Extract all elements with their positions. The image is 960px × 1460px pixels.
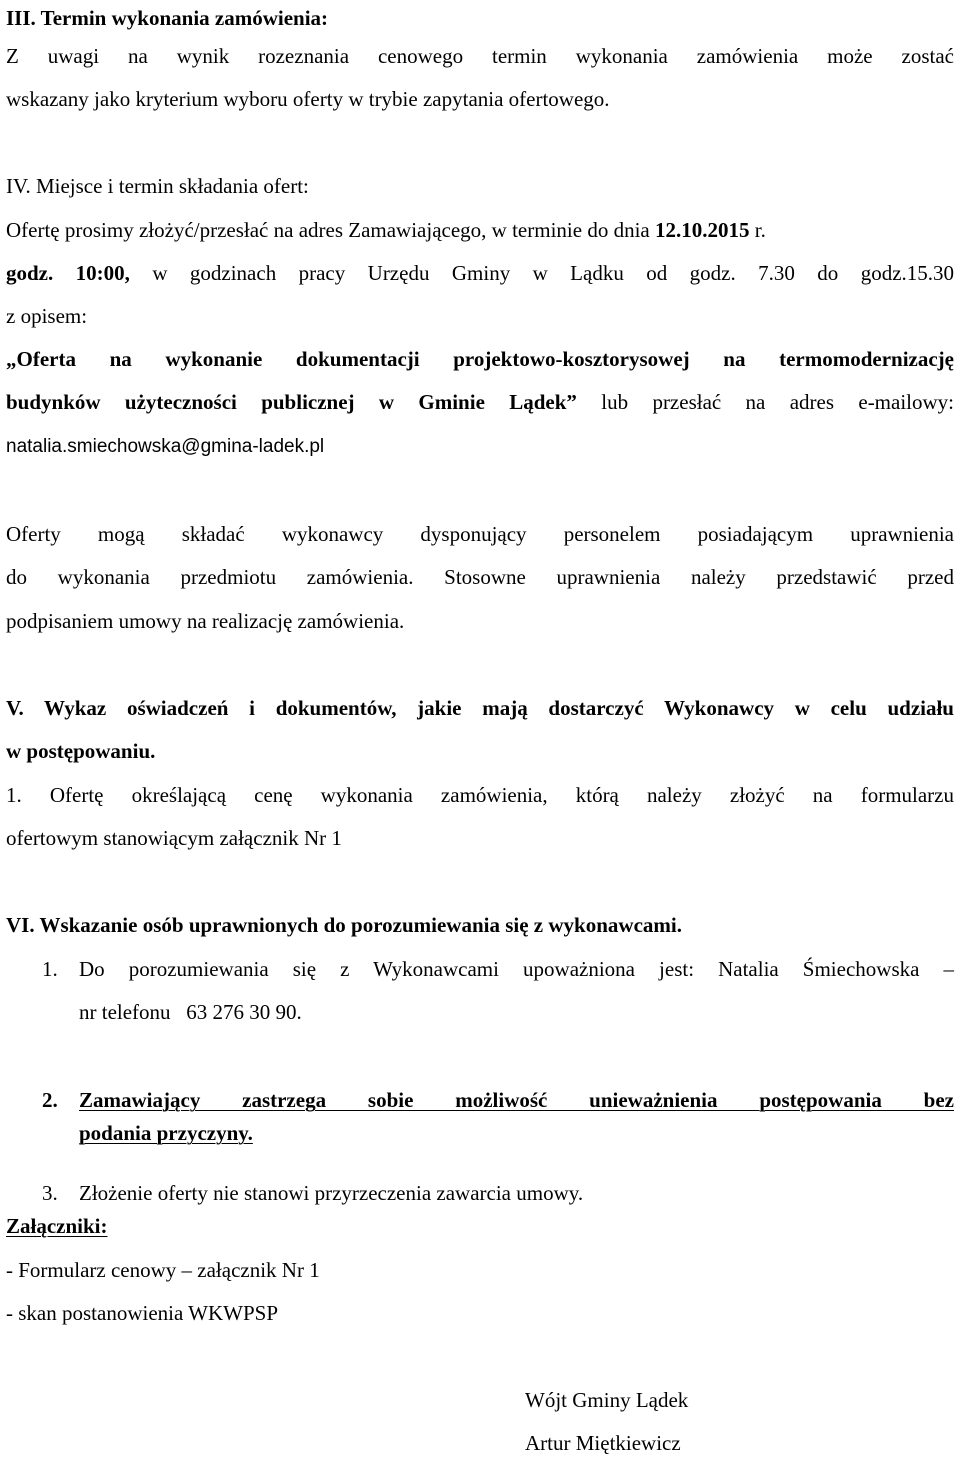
section-6-item-3-number: 3. [42,1181,58,1205]
section-4-line-5 [6,389,954,415]
personnel-text-b: Stosowne uprawnienia należy przedstawić przed [444,565,954,589]
section-6-item-2-line-2: podania przyczyny. [79,1121,253,1145]
submission-date: 12.10.2015 [654,218,750,242]
section-4-heading: IV. Miejsce i termin składania ofert: [6,174,309,198]
section-5-item-1-line-1: 1. Ofertę określającą cenę wykonania zamówienia, którą należy złożyć na formularzu [6,783,954,807]
section-6-item-3-text: Złożenie oferty nie stanowi przyrzeczenia zawarcia umowy. [79,1181,584,1205]
attachment-item: - Formularz cenowy – załącznik Nr 1 [6,1258,320,1282]
submission-date-suffix: r. [754,218,766,242]
section-3-line-2: wskazany jako kryterium wyboru oferty w trybie zapytania ofertowego. [6,87,610,111]
signature-title: Wójt Gminy Lądek [525,1388,689,1412]
offer-title-line-1: „Oferta na wykonanie dokumentacji projektowo-kosztorysowej na termomodernizację [6,347,954,371]
section-5-item-1-line-2: ofertowym stanowiącym załącznik Nr 1 [6,826,342,850]
section-3-heading: III. Termin wykonania zamówienia: [6,6,329,30]
section-6-item-1-line-1: Do porozumiewania się z Wykonawcami upoważniona jest: Natalia Śmiechowska – [79,957,954,981]
section-5-heading-line-2: w postępowaniu. [6,739,156,763]
signature-name: Artur Miętkiewicz [525,1431,681,1455]
personnel-line-2 [6,564,954,590]
section-6-heading: VI. Wskazanie osób uprawnionych do porozumiewania się z wykonawcami. [6,913,682,937]
offer-title-line-2: budynków użyteczności publicznej w Gminie Lądek” [6,390,577,414]
section-3-line-1: Z uwagi na wynik rozeznania cenowego termin wykonania zamówienia może zostać [6,44,954,68]
section-4-line-1 [6,217,766,243]
email-intro: lub przesłać na adres e-mailowy: [601,390,955,414]
submission-hour: godz. 10:00, [6,261,130,285]
section-4-line-3: z opisem: [6,304,88,328]
email-address: natalia.smiechowska@gmina-ladek.pl [6,436,325,457]
attachments-heading: Załączniki: [6,1214,108,1238]
section-4-line-2 [6,260,954,286]
section-5-heading-line-1: V. Wykaz oświadczeń i dokumentów, jakie mają dostarczyć Wykonawcy w celu udziału [6,696,954,720]
section-6-item-2-line-1: Zamawiający zastrzega sobie możliwość unieważnienia postępowania bez [79,1088,954,1112]
personnel-line-1: Oferty mogą składać wykonawcy dysponujący personelem posiadającym uprawnienia [6,522,954,546]
office-hours-text: w godzinach pracy Urzędu Gminy w Lądku od godz. 7.30 do godz.15.30 [152,261,955,285]
attachment-item: - skan postanowienia WKWPSP [6,1301,279,1325]
submission-text: Ofertę prosimy złożyć/przesłać na adres Zamawiającego, w terminie do dnia [6,218,650,242]
personnel-text-a: do wykonania przedmiotu zamówienia. [6,565,414,589]
contact-phone: nr telefonu 63 276 30 90. [79,1000,302,1024]
section-6-item-1-number: 1. [42,957,58,981]
personnel-line-3: podpisaniem umowy na realizację zamówienia. [6,609,405,633]
section-6-item-2-number: 2. [42,1088,58,1112]
